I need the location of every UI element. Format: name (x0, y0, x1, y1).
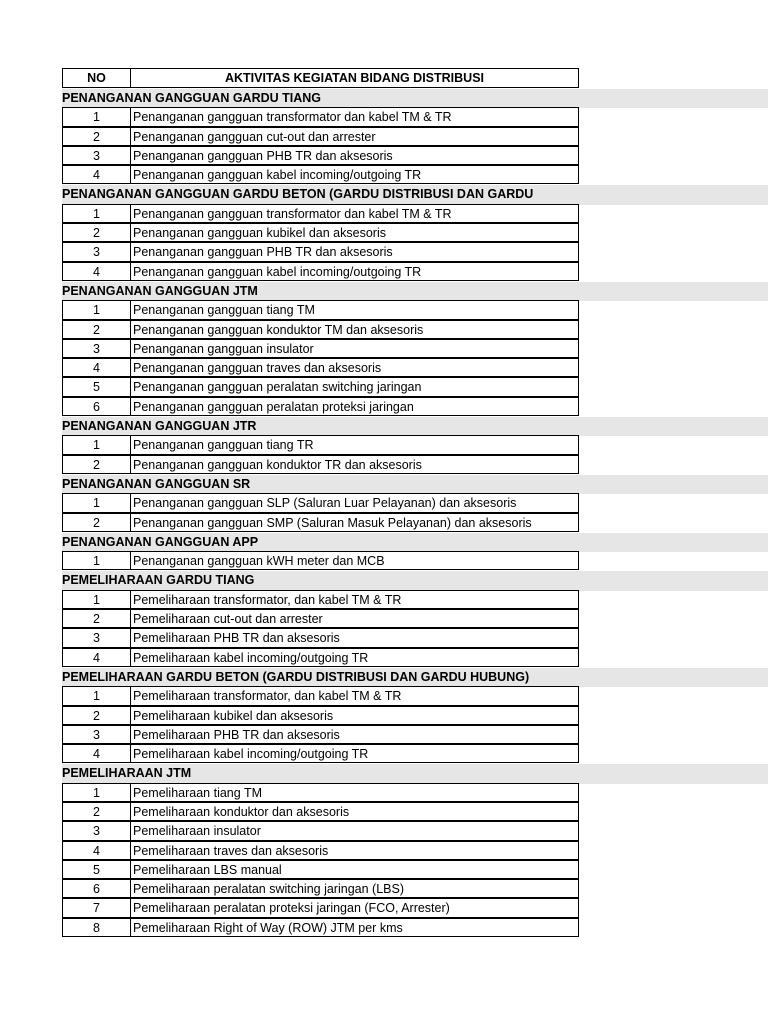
section-title[interactable]: PENANGANAN GANGGUAN JTM (62, 283, 258, 298)
section-title[interactable]: PENANGANAN GANGGUAN APP (62, 534, 259, 549)
item-number-cell[interactable]: 4 (62, 165, 131, 184)
item-activity-cell[interactable]: Pemeliharaan kabel incoming/outgoing TR (130, 648, 579, 667)
item-number-cell[interactable]: 1 (62, 300, 131, 319)
item-number-cell[interactable]: 4 (62, 744, 131, 763)
section-band (62, 282, 768, 301)
item-number-cell[interactable]: 2 (62, 223, 131, 242)
item-activity-cell[interactable]: Pemeliharaan insulator (130, 821, 579, 840)
item-activity-cell[interactable]: Pemeliharaan transformator, dan kabel TM & TR (130, 590, 579, 609)
item-number-cell[interactable]: 3 (62, 725, 131, 744)
item-number-cell[interactable]: 7 (62, 898, 131, 917)
item-number-cell[interactable]: 1 (62, 590, 131, 609)
item-activity-cell[interactable]: Penanganan gangguan transformator dan kabel TM & TR (130, 204, 579, 223)
section-band (62, 571, 768, 590)
item-activity-cell[interactable]: Penanganan gangguan traves dan aksesoris (130, 358, 579, 377)
item-number-cell[interactable]: 3 (62, 146, 131, 165)
item-number-cell[interactable]: 2 (62, 320, 131, 339)
item-number-cell[interactable]: 2 (62, 609, 131, 628)
section-title[interactable]: PEMELIHARAAN GARDU TIANG (62, 573, 255, 588)
item-number-cell[interactable]: 6 (62, 397, 131, 416)
item-number-cell[interactable]: 4 (62, 358, 131, 377)
item-activity-cell[interactable]: Penanganan gangguan SLP (Saluran Luar Pelayanan) dan aksesoris (130, 493, 579, 512)
item-activity-cell[interactable]: Penanganan gangguan tiang TM (130, 300, 579, 319)
item-number-cell[interactable]: 2 (62, 802, 131, 821)
section-band (62, 89, 768, 108)
item-number-cell[interactable]: 1 (62, 551, 131, 570)
section-band (62, 533, 768, 552)
item-activity-cell[interactable]: Penanganan gangguan kWH meter dan MCB (130, 551, 579, 570)
item-activity-cell[interactable]: Penanganan gangguan PHB TR dan aksesoris (130, 146, 579, 165)
item-activity-cell[interactable]: Penanganan gangguan konduktor TR dan aksesoris (130, 455, 579, 474)
section-band (62, 417, 768, 436)
item-number-cell[interactable]: 4 (62, 648, 131, 667)
item-number-cell[interactable]: 2 (62, 127, 131, 146)
item-number-cell[interactable]: 4 (62, 262, 131, 281)
item-activity-cell[interactable]: Pemeliharaan transformator, dan kabel TM & TR (130, 686, 579, 705)
item-number-cell[interactable]: 3 (62, 628, 131, 647)
item-activity-cell[interactable]: Pemeliharaan PHB TR dan aksesoris (130, 628, 579, 647)
section-title[interactable]: PEMELIHARAAN JTM (62, 766, 192, 781)
item-number-cell[interactable]: 8 (62, 918, 131, 937)
item-activity-cell[interactable]: Penanganan gangguan kabel incoming/outgoing TR (130, 165, 579, 184)
item-activity-cell[interactable]: Penanganan gangguan konduktor TM dan aksesoris (130, 320, 579, 339)
item-activity-cell[interactable]: Penanganan gangguan tiang TR (130, 435, 579, 454)
item-number-cell[interactable]: 2 (62, 455, 131, 474)
item-activity-cell[interactable]: Pemeliharaan cut-out dan arrester (130, 609, 579, 628)
section-title[interactable]: PEMELIHARAAN GARDU BETON (GARDU DISTRIBUSI DAN GARDU HUBUNG) (62, 669, 530, 684)
item-number-cell[interactable]: 1 (62, 493, 131, 512)
item-activity-cell[interactable]: Penanganan gangguan transformator dan kabel TM & TR (130, 107, 579, 126)
item-activity-cell[interactable]: Pemeliharaan kubikel dan aksesoris (130, 706, 579, 725)
section-title[interactable]: PENANGANAN GANGGUAN JTR (62, 419, 257, 434)
item-activity-cell[interactable]: Pemeliharaan traves dan aksesoris (130, 841, 579, 860)
item-number-cell[interactable]: 1 (62, 435, 131, 454)
item-activity-cell[interactable]: Pemeliharaan peralatan proteksi jaringan (FCO, Arrester) (130, 898, 579, 917)
item-activity-cell[interactable]: Penanganan gangguan PHB TR dan aksesoris (130, 242, 579, 261)
item-number-cell[interactable]: 5 (62, 377, 131, 396)
section-title[interactable]: PENANGANAN GANGGUAN GARDU TIANG (62, 91, 322, 105)
section-title[interactable]: PENANGANAN GANGGUAN GARDU BETON (GARDU DISTRIBUSI DAN GARDU (62, 187, 534, 202)
item-number-cell[interactable]: 3 (62, 339, 131, 358)
item-number-cell[interactable]: 1 (62, 204, 131, 223)
item-number-cell[interactable]: 1 (62, 107, 131, 126)
section-band (62, 475, 768, 494)
item-activity-cell[interactable]: Pemeliharaan peralatan switching jaringan (LBS) (130, 879, 579, 898)
item-activity-cell[interactable]: Penanganan gangguan SMP (Saluran Masuk Pelayanan) dan aksesoris (130, 513, 579, 532)
item-activity-cell[interactable]: Penanganan gangguan kabel incoming/outgoing TR (130, 262, 579, 281)
item-number-cell[interactable]: 2 (62, 706, 131, 725)
item-number-cell[interactable]: 1 (62, 686, 131, 705)
item-activity-cell[interactable]: Pemeliharaan kabel incoming/outgoing TR (130, 744, 579, 763)
section-band (62, 764, 768, 783)
item-activity-cell[interactable]: Pemeliharaan PHB TR dan aksesoris (130, 725, 579, 744)
item-number-cell[interactable]: 4 (62, 841, 131, 860)
item-activity-cell[interactable]: Penanganan gangguan peralatan switching jaringan (130, 377, 579, 396)
item-activity-cell[interactable]: Penanganan gangguan peralatan proteksi jaringan (130, 397, 579, 416)
header-no-cell[interactable]: NO (62, 68, 131, 88)
item-activity-cell[interactable]: Pemeliharaan Right of Way (ROW) JTM per kms (130, 918, 579, 937)
section-band (62, 668, 768, 687)
item-number-cell[interactable]: 3 (62, 821, 131, 840)
section-title[interactable]: PENANGANAN GANGGUAN SR (62, 476, 251, 491)
item-activity-cell[interactable]: Pemeliharaan konduktor dan aksesoris (130, 802, 579, 821)
item-number-cell[interactable]: 1 (62, 783, 131, 802)
item-activity-cell[interactable]: Pemeliharaan LBS manual (130, 860, 579, 879)
item-activity-cell[interactable]: Pemeliharaan tiang TM (130, 783, 579, 802)
item-number-cell[interactable]: 2 (62, 513, 131, 532)
header-activity-cell[interactable]: AKTIVITAS KEGIATAN BIDANG DISTRIBUSI (130, 68, 579, 88)
item-number-cell[interactable]: 6 (62, 879, 131, 898)
item-number-cell[interactable]: 5 (62, 860, 131, 879)
item-activity-cell[interactable]: Penanganan gangguan kubikel dan aksesoris (130, 223, 579, 242)
item-activity-cell[interactable]: Penanganan gangguan insulator (130, 339, 579, 358)
item-number-cell[interactable]: 3 (62, 242, 131, 261)
section-band (62, 185, 768, 204)
item-activity-cell[interactable]: Penanganan gangguan cut-out dan arrester (130, 127, 579, 146)
